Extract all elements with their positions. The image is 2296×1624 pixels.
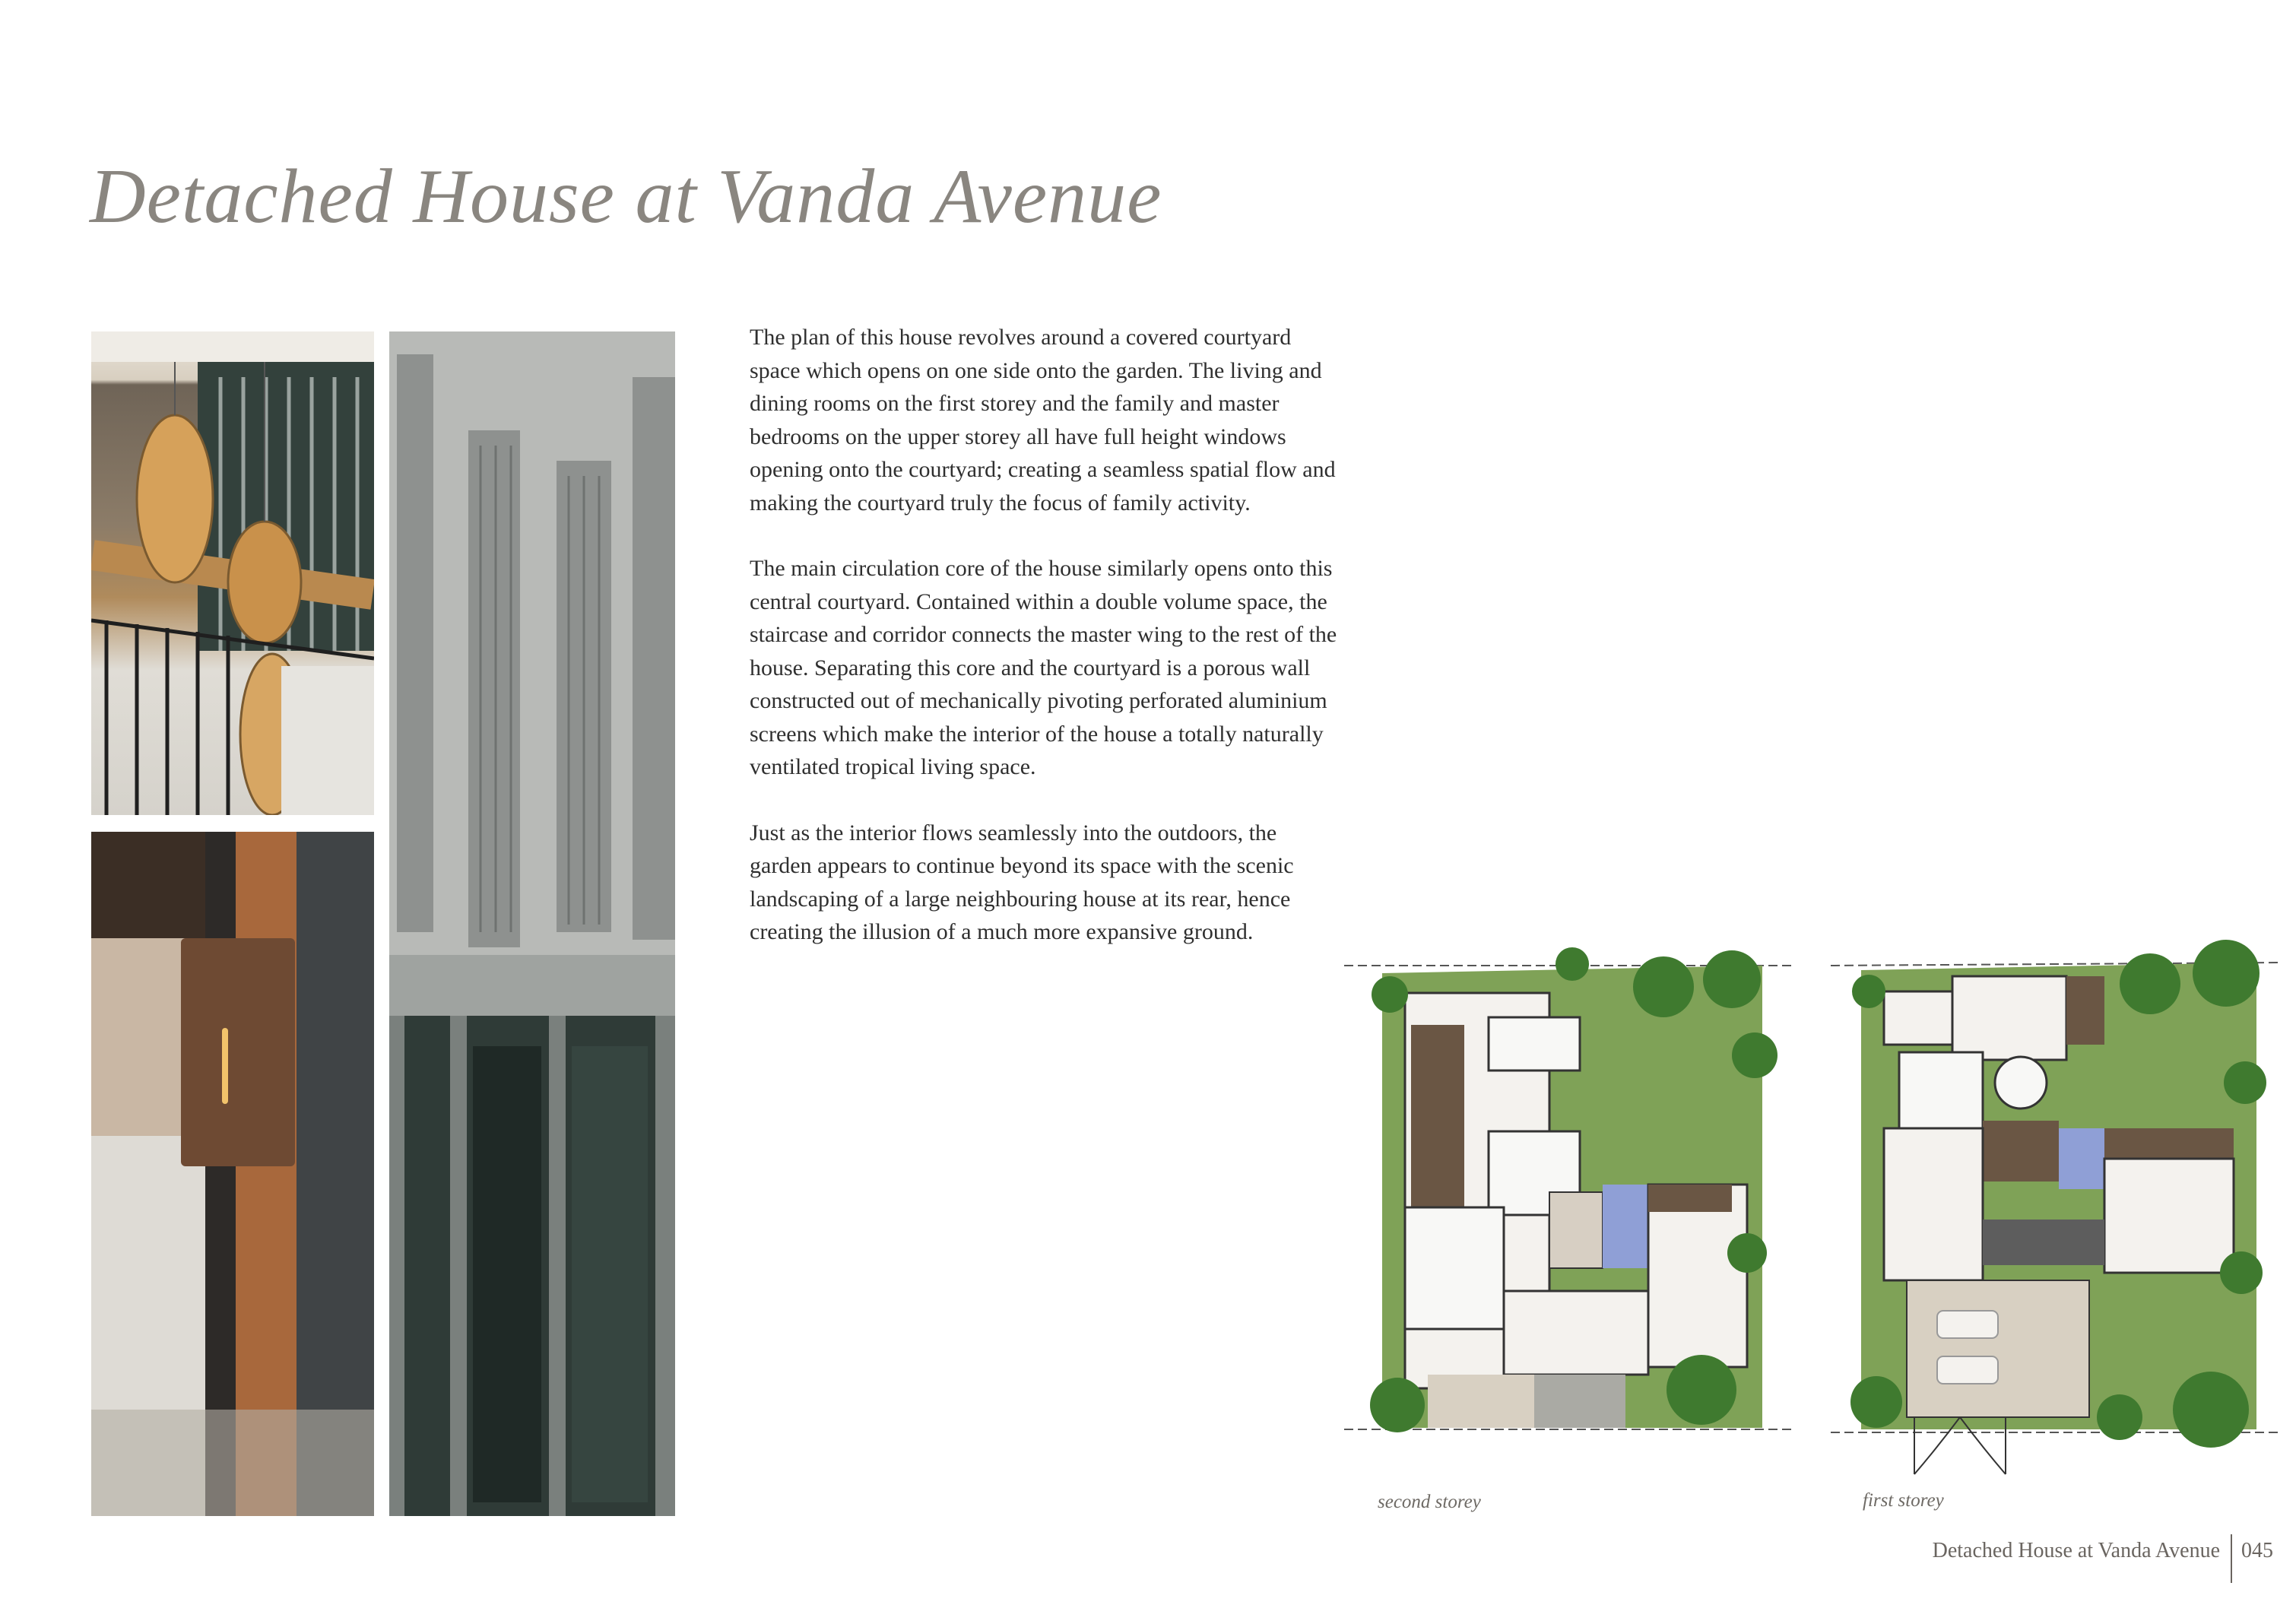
page-title: Detached House at Vanda Avenue (90, 154, 1162, 239)
first-storey-caption: first storey (1863, 1490, 1944, 1511)
first-storey-plan (1831, 931, 2281, 1477)
second-storey-plan (1344, 934, 1793, 1432)
interior-lamps-photo (91, 331, 374, 815)
aluminium-screens-photo (389, 331, 675, 1516)
footer-divider (2231, 1534, 2232, 1583)
page-number: 045 (2241, 1539, 2273, 1562)
footer-title: Detached House at Vanda Avenue (1932, 1539, 2220, 1562)
body-text (750, 321, 1343, 982)
paragraph: The main circulation core of the house similarly opens onto this central courtyard. Contained within a double volume space, the staircase and corridor connects the master wing to the rest of the house. Separating this core and the courtyard is a porous wall constructed out of mechanically pivoting perforated aluminium screens which make the interior of the house a totally naturally ventilated tropical living space. (750, 556, 1337, 779)
paragraph: Just as the interior flows seamlessly into the outdoors, the garden appears to continue beyond its space with the scenic landscaping of a large neighbouring house at its rear, hence creating the illusion of a much more expansive ground. (750, 820, 1294, 944)
door-handle-photo (91, 832, 374, 1516)
paragraph: The plan of this house revolves around a covered courtyard space which opens on one side onto the garden. The living and dining rooms on the first storey and the family and master bedrooms on the upper storey all have full height windows opening onto the courtyard; creating a seamless spatial flow and making the courtyard truly the focus of family activity. (750, 325, 1336, 515)
second-storey-caption: second storey (1378, 1492, 1481, 1512)
